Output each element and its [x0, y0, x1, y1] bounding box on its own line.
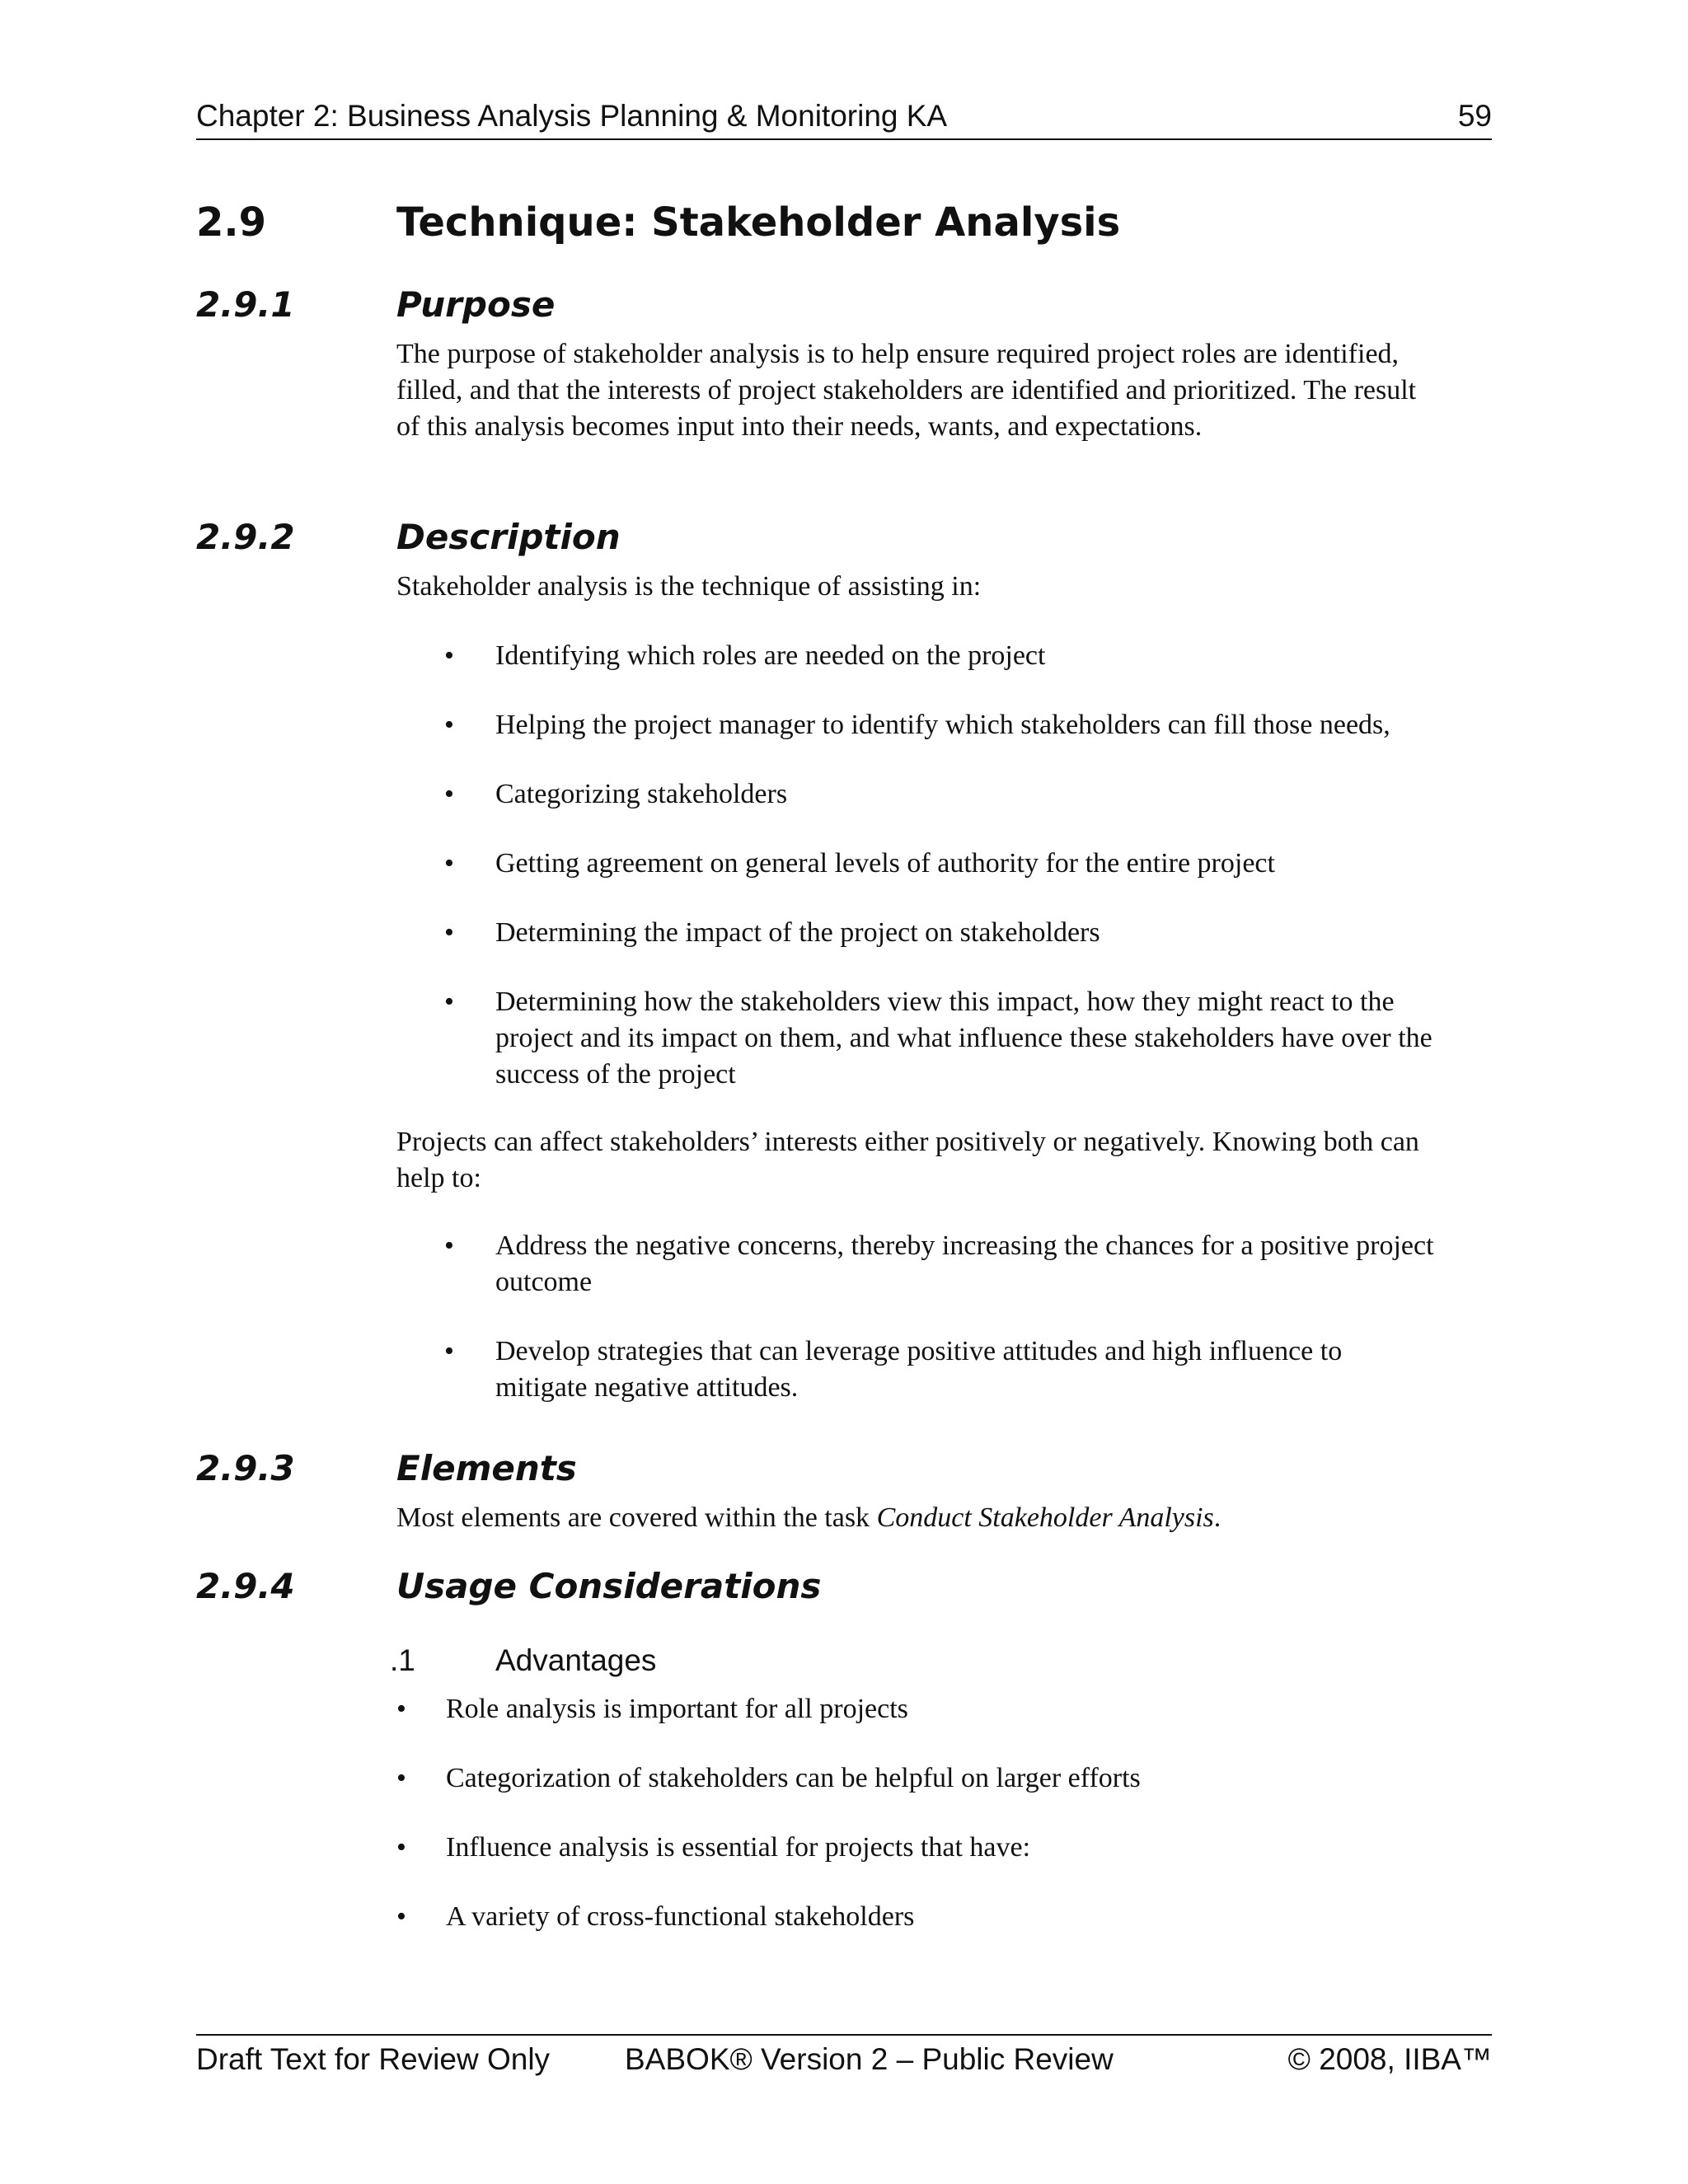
description-bullet-list-2	[396, 1228, 1435, 1439]
section-number: 2.9	[196, 199, 267, 246]
purpose-text: The purpose of stakeholder analysis is to help ensure required project roles are identified, filled, and that the interests of project stakeholders are identified and prioritized. The result of this analysis becomes input into their needs, wants, and expectations.	[396, 339, 1417, 442]
list-item	[396, 1333, 1435, 1406]
usage-number: 2.9.4	[196, 1566, 295, 1606]
list-item	[396, 1760, 1501, 1797]
bullet-icon: •	[444, 848, 454, 879]
purpose-number: 2.9.1	[196, 284, 295, 325]
list-item	[396, 915, 1517, 951]
bullet-icon: •	[444, 1230, 454, 1261]
list-item	[396, 1228, 1435, 1301]
description-para2-text: Projects can affect stakeholders’ interests either positively or negatively. Knowing both can help to:	[396, 1127, 1419, 1193]
bullet-icon: •	[396, 1763, 406, 1793]
list-item-text: Role analysis is important for all projects	[446, 1694, 908, 1724]
bullet-icon: •	[396, 1694, 406, 1724]
list-item-text: Develop strategies that can leverage positive attitudes and high influence to mitigate negative attitudes.	[495, 1336, 1343, 1403]
list-item-text: Determining how the stakeholders view this impact, how they might react to the project and its impact on them, and what influence these stakeholders have over the success of the project	[495, 987, 1432, 1090]
chapter-title: Chapter 2: Business Analysis Planning & Monitoring KA	[196, 99, 948, 133]
running-footer	[196, 2034, 1492, 2076]
advantages-number: .1	[390, 1643, 415, 1677]
list-item	[396, 1691, 1501, 1727]
elements-title: Elements	[396, 1448, 577, 1488]
description-intro	[396, 569, 1501, 605]
list-item	[396, 707, 1517, 743]
list-item	[396, 638, 1517, 674]
bullet-icon: •	[444, 917, 454, 948]
list-item-text: Influence analysis is essential for projects that have:	[446, 1832, 1031, 1863]
usage-title: Usage Considerations	[396, 1566, 822, 1606]
page-number: 59	[1457, 99, 1492, 133]
list-item-text: Helping the project manager to identify which stakeholders can fill those needs,	[495, 710, 1390, 740]
bullet-icon: •	[444, 779, 454, 809]
list-item-text: Identifying which roles are needed on the project	[495, 640, 1046, 671]
elements-paragraph	[396, 1500, 1501, 1536]
list-item	[396, 846, 1517, 882]
description-number: 2.9.2	[196, 517, 295, 557]
elements-text-prefix: Most elements are covered within the task	[396, 1502, 877, 1533]
description-paragraph-2	[396, 1124, 1468, 1197]
list-item	[396, 776, 1517, 813]
bullet-icon: •	[396, 1901, 406, 1932]
elements-text-suffix: .	[1213, 1502, 1221, 1533]
elements-text	[396, 1500, 1501, 1536]
list-item-text: Categorization of stakeholders can be helpful on larger efforts	[446, 1763, 1141, 1793]
purpose-paragraph	[396, 336, 1418, 445]
advantages-bullet-list	[396, 1691, 1501, 1968]
description-bullet-list	[396, 638, 1517, 1126]
list-item-text: Determining the impact of the project on stakeholders	[495, 917, 1100, 948]
elements-task-name: Conduct Stakeholder Analysis	[876, 1502, 1214, 1533]
list-item-text: Address the negative concerns, thereby increasing the chances for a positive project outcome	[495, 1230, 1434, 1297]
section-title: Technique: Stakeholder Analysis	[396, 199, 1121, 246]
running-header	[196, 99, 1492, 140]
bullet-icon: •	[444, 710, 454, 740]
advantages-label: Advantages	[495, 1643, 657, 1677]
purpose-title: Purpose	[396, 284, 556, 325]
description-title: Description	[396, 517, 621, 557]
list-item-text: Getting agreement on general levels of authority for the entire project	[495, 848, 1275, 879]
list-item-text: Categorizing stakeholders	[495, 779, 788, 809]
list-item	[396, 1899, 1501, 1935]
footer-edition: BABOK® Version 2 – Public Review	[625, 2042, 1114, 2076]
footer-draft-note: Draft Text for Review Only	[196, 2042, 551, 2076]
list-item-text: A variety of cross-functional stakeholders	[446, 1901, 915, 1932]
bullet-icon: •	[444, 987, 454, 1017]
list-item	[396, 984, 1468, 1093]
bullet-icon: •	[396, 1832, 406, 1863]
elements-number: 2.9.3	[196, 1448, 295, 1488]
list-item	[396, 1830, 1501, 1866]
bullet-icon: •	[444, 1336, 454, 1366]
footer-copyright: © 2008, IIBA™	[1287, 2042, 1492, 2076]
bullet-icon: •	[444, 640, 454, 671]
description-intro-text: Stakeholder analysis is the technique of assisting in:	[396, 571, 982, 602]
